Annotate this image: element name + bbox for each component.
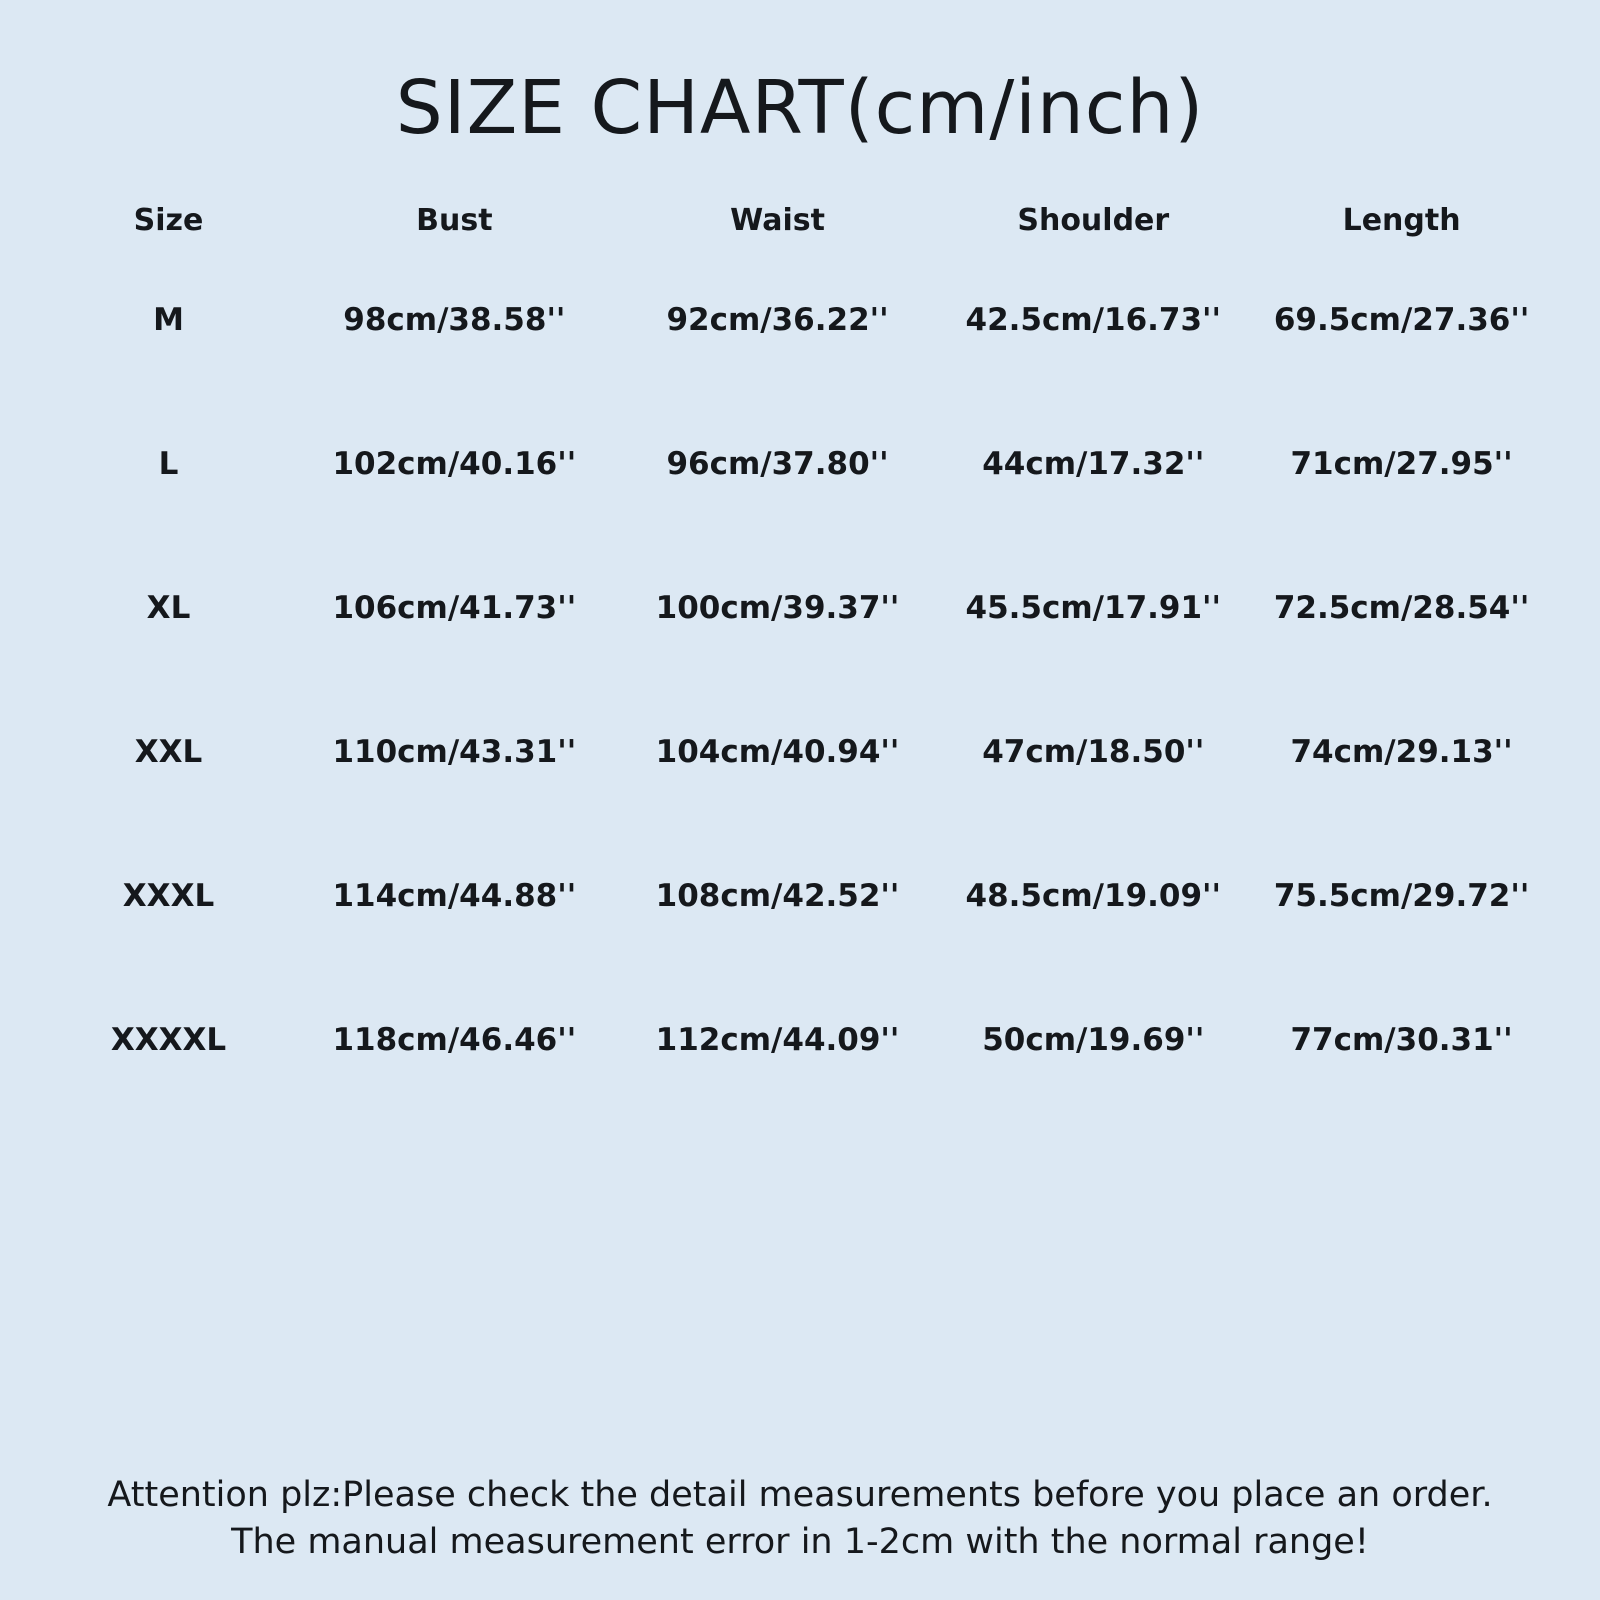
attention-note-line2: The manual measurement error in 1-2cm with the normal range! (231, 1521, 1369, 1562)
attention-note (0, 1472, 1600, 1600)
cell-length: 77cm/30.31'' (1290, 1022, 1513, 1059)
cell-length: 69.5cm/27.36'' (1273, 302, 1530, 339)
cell-length: 75.5cm/29.72'' (1273, 878, 1530, 915)
cell-bust: 118cm/46.46'' (332, 1022, 577, 1059)
column-header-length: Length (1342, 203, 1461, 239)
column-header-size: Size (133, 203, 204, 239)
cell-waist: 112cm/44.09'' (655, 1022, 900, 1059)
cell-shoulder: 47cm/18.50'' (982, 734, 1205, 771)
cell-bust: 110cm/43.31'' (332, 734, 577, 771)
size-table-container (0, 195, 1600, 1471)
cell-size: XL (146, 590, 191, 627)
cell-size: XXXXL (110, 1022, 227, 1059)
cell-size: XXXL (122, 878, 215, 915)
cell-length: 72.5cm/28.54'' (1273, 590, 1530, 627)
table-row (48, 536, 1552, 680)
cell-waist: 104cm/40.94'' (655, 734, 900, 771)
cell-shoulder: 50cm/19.69'' (982, 1022, 1205, 1059)
page-title: SIZE CHART(cm/inch) (395, 65, 1205, 151)
table-header (48, 195, 1552, 248)
cell-bust: 106cm/41.73'' (332, 590, 577, 627)
cell-shoulder: 45.5cm/17.91'' (965, 590, 1222, 627)
table-row (48, 680, 1552, 824)
cell-size: XXL (134, 734, 203, 771)
table-row (48, 968, 1552, 1112)
attention-note-line1: Attention plz:Please check the detail measurements before you place an order. (107, 1474, 1493, 1515)
size-chart-table (48, 195, 1552, 1112)
cell-waist: 108cm/42.52'' (655, 878, 900, 915)
cell-bust: 102cm/40.16'' (332, 446, 577, 483)
cell-size: M (153, 302, 184, 339)
table-row (48, 824, 1552, 968)
cell-waist: 100cm/39.37'' (655, 590, 900, 627)
cell-length: 74cm/29.13'' (1290, 734, 1513, 771)
cell-waist: 96cm/37.80'' (666, 446, 889, 483)
table-header-row (48, 195, 1552, 248)
cell-length: 71cm/27.95'' (1290, 446, 1513, 483)
table-row (48, 248, 1552, 392)
table-row (48, 392, 1552, 536)
cell-bust: 114cm/44.88'' (332, 878, 577, 915)
cell-shoulder: 44cm/17.32'' (982, 446, 1205, 483)
table-body (48, 248, 1552, 1112)
column-header-waist: Waist (730, 203, 825, 239)
cell-size: L (158, 446, 179, 483)
column-header-bust: Bust (416, 203, 493, 239)
column-header-shoulder: Shoulder (1017, 203, 1170, 239)
cell-shoulder: 48.5cm/19.09'' (965, 878, 1222, 915)
cell-shoulder: 42.5cm/16.73'' (965, 302, 1222, 339)
cell-bust: 98cm/38.58'' (343, 302, 566, 339)
cell-waist: 92cm/36.22'' (666, 302, 889, 339)
